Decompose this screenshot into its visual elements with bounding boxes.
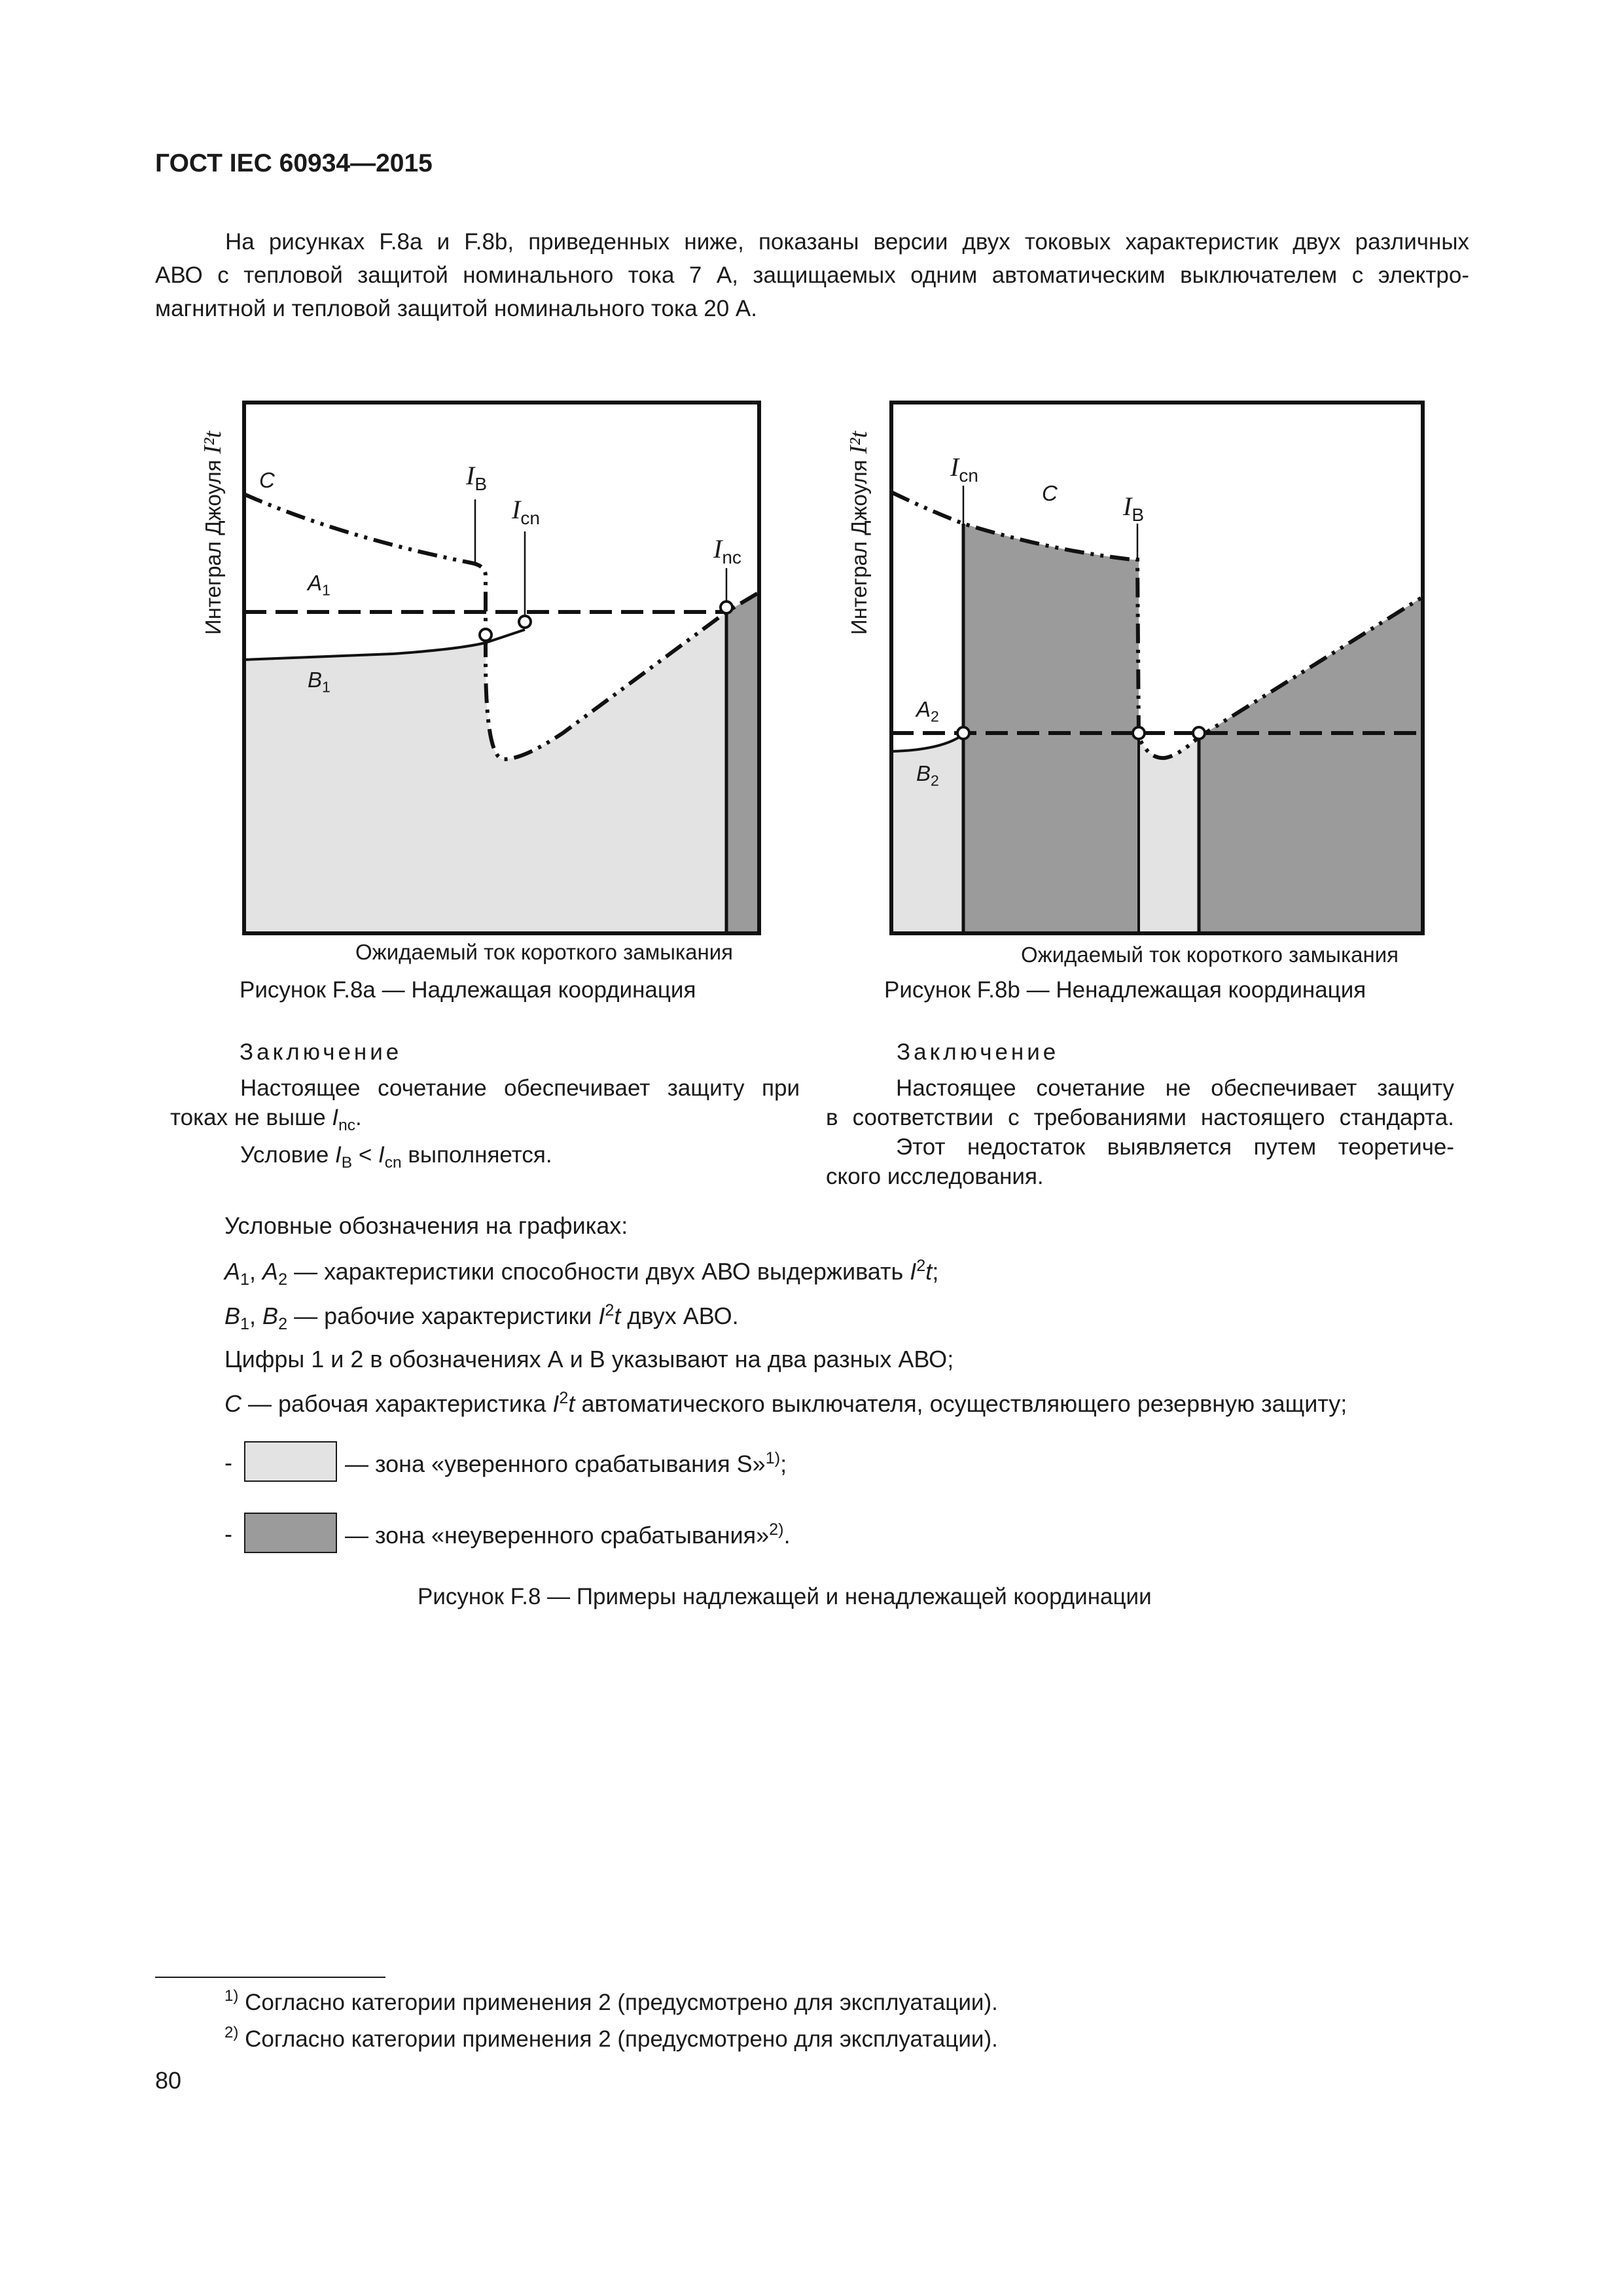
fig-b-point-A2: [957, 727, 969, 739]
footnote-1: $^{1)}$ Согласно категории применения 2 (предусмотрено для эксплуатации).: [224, 1987, 998, 2015]
intro-paragraph: [155, 225, 1469, 325]
legend-item-digits: Цифры 1 и 2 в обозначениях А и В указывают на два разных АВО;: [224, 1346, 954, 1372]
fig-b-point-cross: [1193, 727, 1205, 739]
fig-a-label-C: C: [259, 468, 275, 492]
fig-b-caption: Рисунок F.8b — Ненадлежащая координация: [884, 977, 1366, 1003]
footnote-2: $^{2)}$ Согласно категории применения 2 (предусмотрено для эксплуатации).: [224, 2024, 998, 2052]
fig-b-dark-zone-left: [963, 524, 1139, 933]
fig-b-label-C: C: [1042, 481, 1058, 505]
fig-a-y-axis-label: Интеграл Джоуля I²t: [199, 431, 226, 635]
document-header: ГОСТ IEC 60934—2015: [155, 149, 433, 177]
fig-a-dark-zone: [726, 592, 759, 933]
fig-a-conclusion-title: Заключение: [240, 1039, 402, 1065]
fig-a-label-Inc: $I_{nc}$: [713, 534, 741, 567]
fig-a-point-IB: [480, 629, 491, 641]
fig-b-light-zone-mid: [1139, 737, 1199, 933]
intro-line-2: АВО с тепловой защитой номинального тока 7 А, защищаемых одним автоматическим выключателем с электро-: [155, 262, 1469, 288]
legend-zone-sure-dash: -: [224, 1449, 232, 1476]
fig-b-x-axis-label: Ожидаемый ток короткого замыкания: [1021, 942, 1399, 967]
fig-a-x-axis-label: Ожидаемый ток короткого замыкания: [355, 940, 734, 964]
legend-zone-sure-swatch: [244, 1441, 337, 1482]
fig-a-label-IB: $I_B$: [466, 461, 488, 494]
fig-b-conclusion-line-4: ского исследования.: [826, 1164, 1044, 1189]
fig-a-label-B1: $B_1$: [308, 668, 330, 696]
fig-a-conclusion-line-3: Условие $I_B < I_{cn}$ выполняется.: [240, 1142, 552, 1172]
fig-b-conclusion-line-2: в соответствии с требованиями настоящего стандарта.: [826, 1105, 1454, 1130]
legend-title: Условные обозначения на графиках:: [224, 1212, 628, 1239]
fig-b-label-B2: $B_2$: [916, 761, 939, 789]
figure-caption: Рисунок F.8 — Примеры надлежащей и ненадлежащей координации: [418, 1584, 1152, 1609]
fig-b-label-IB: $I_B$: [1123, 492, 1145, 525]
fig-a-caption: Рисунок F.8a — Надлежащая координация: [240, 977, 696, 1003]
fig-b-conclusion-line-3: Этот недостаток выявляется путем теоретиче-: [896, 1134, 1454, 1160]
fig-b-y-axis-label: Интеграл Джоуля I²t: [845, 431, 872, 635]
fig-a-point-Inc: [721, 601, 732, 613]
intro-line-1: На рисунках F.8a и F.8b, приведенных ниже, показаны версии двух токовых характеристик двух различных: [225, 229, 1469, 255]
legend-item-a: $A_1$, $A_2$ — характеристики способности двух АВО выдерживать $I^2t$;: [224, 1257, 939, 1289]
legend-zone-unsure-text: — зона «неуверенного срабатывания»$^{2)}$.: [345, 1520, 791, 1549]
legend-item-b: $B_1$, $B_2$ — рабочие характеристики $I^2t$ двух АВО.: [224, 1301, 739, 1334]
intro-line-3: магнитной и тепловой защитой номинального тока 20 А.: [155, 296, 757, 321]
legend-zone-unsure-dash: -: [224, 1520, 232, 1547]
fig-a-conclusion-line-2: токах не выше $I_{nc}$.: [170, 1105, 362, 1134]
fig-b-conclusion-text: [826, 1073, 1454, 1191]
legend-zone-sure-text: — зона «уверенного срабатывания S»$^{1)}$;: [345, 1449, 787, 1477]
fig-a-conclusion-text: [170, 1073, 800, 1177]
fig-a-label-Icn: $I_{cn}$: [512, 495, 540, 528]
fig-b-label-Icn: $I_{cn}$: [950, 452, 978, 486]
page-number: 80: [155, 2067, 182, 2094]
legend-item-c: C — рабочая характеристика $I^2t$ автоматического выключателя, осуществляющего резервную защиту;: [224, 1389, 1347, 1417]
fig-b-label-A2: $A_2$: [916, 697, 939, 725]
footnote-separator: [155, 1977, 385, 1978]
fig-a-label-A1: $A_1$: [308, 571, 330, 599]
fig-b-point-IB: [1133, 727, 1145, 739]
legend-zone-unsure-swatch: [244, 1513, 337, 1553]
fig-a-light-zone: [244, 612, 726, 933]
fig-b-conclusion-line-1: Настоящее сочетание не обеспечивает защиту: [896, 1075, 1454, 1101]
fig-a-point-Icn: [519, 616, 531, 628]
fig-a-conclusion-line-1: Настоящее сочетание обеспечивает защиту при: [240, 1075, 800, 1101]
fig-b-conclusion-title: Заключение: [897, 1039, 1060, 1065]
fig-b-dark-zone-right: [1199, 597, 1423, 933]
